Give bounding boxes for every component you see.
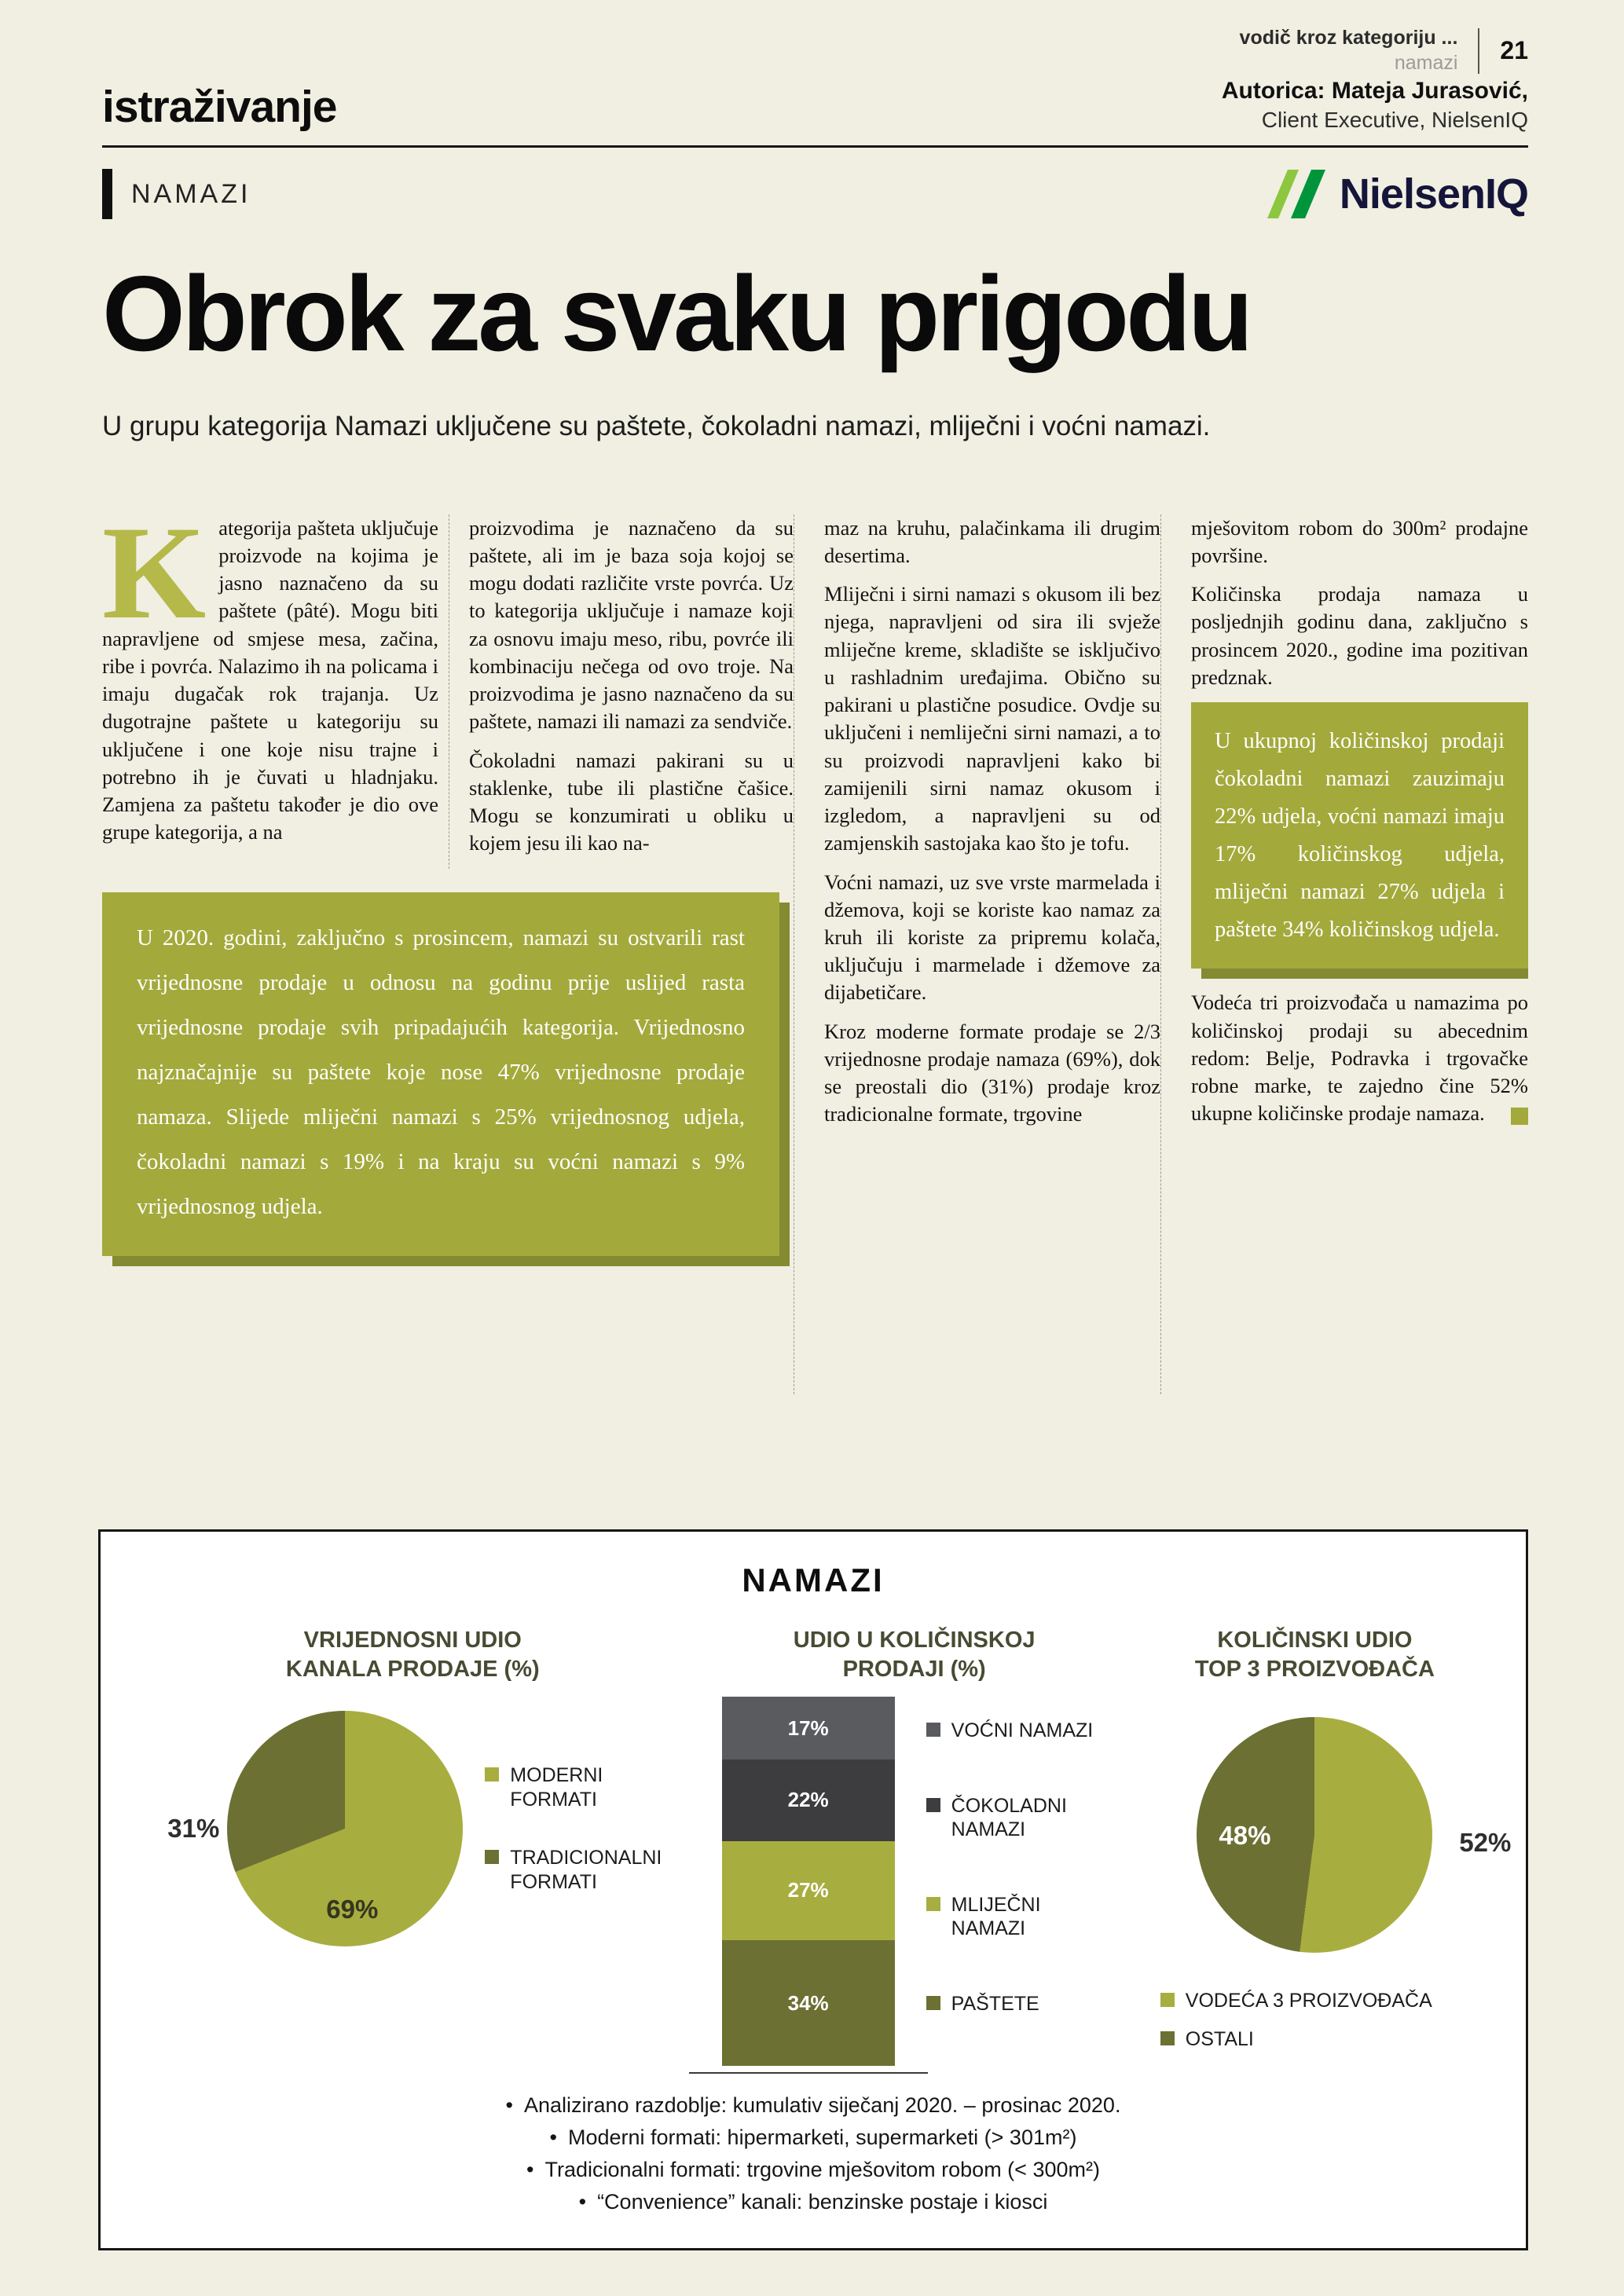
body-paragraph: proizvodima je naznačeno da su paštete, ali im je baza soja kojoj se mogu dodati različite vrste povrća. Uz to kategorija uključuje i namaze koji za osnovu imaju meso, ribu, povrće ili kombinaciju nečega od ovo troje. Na proizvodima je jasno naznačeno da su paštete, namazi ili namazi za sendviče. — [469, 515, 794, 734]
legend-swatch-tradicionalni — [485, 1850, 499, 1864]
kicker-line-2: namazi — [1394, 52, 1458, 74]
bar-segment-mlijecni: 27% — [722, 1841, 895, 1941]
legend-swatch-mlijecni — [926, 1897, 940, 1911]
author-role: Client Executive, NielsenIQ — [1261, 108, 1528, 132]
category-marker-bar — [102, 169, 112, 219]
footnote: • Moderni formati: hipermarketi, supermarketi (> 301m²) — [549, 2126, 1077, 2150]
chart-box-title: NAMAZI — [742, 1562, 885, 1598]
chart-box — [98, 1529, 1528, 2250]
kicker — [1240, 27, 1458, 75]
author-block — [1222, 78, 1528, 133]
chart-title: KOLIČINSKI UDIO TOP 3 PROIZVOĐAČA — [1194, 1628, 1435, 1683]
body-paragraph: mješovitom robom do 300m² prodajne površine. — [1191, 515, 1528, 567]
article-column-3 — [794, 514, 1160, 1394]
chart-title: VRIJEDNOSNI UDIO KANALA PRODAJE (%) — [285, 1628, 540, 1683]
stacked-bar — [722, 1697, 895, 2074]
body-paragraph: Čokoladni namazi pakirani su u staklenke, tube ili plastične čašice. Mogu se konzumirati u obliku u kojem jesu ili kao na- — [469, 748, 794, 855]
chart-footnotes — [129, 2089, 1498, 2218]
pie-label-48: 48% — [1219, 1821, 1271, 1851]
pie-label-52: 52% — [1459, 1828, 1512, 1858]
dropcap: K — [102, 514, 207, 646]
bar-baseline — [689, 2072, 928, 2074]
legend-item: VODEĆA 3 PROIZVOĐAČA — [1160, 1989, 1432, 2013]
pie-label-31: 31% — [167, 1814, 220, 1844]
category-label: NAMAZI — [131, 178, 251, 209]
legend-item: PAŠTETE — [926, 1992, 1107, 2016]
article-left-half — [102, 514, 794, 1394]
chart-value-share-of-channels — [129, 1626, 697, 2063]
legend-swatch-vodeca3 — [1160, 1993, 1175, 2007]
body-paragraph: Voćni namazi, uz sve vrste marmelada i džemova, koji se koriste kao namaz za kruh ili koriste za pripremu kolača, uključuju i marmelade i džemove za dijabetičare. — [824, 870, 1160, 1005]
article-column-1 — [102, 514, 449, 869]
legend-item: OSTALI — [1160, 2027, 1432, 2052]
footnote: • Tradicionalni formati: trgovine mješovitom robom (< 300m²) — [526, 2158, 1100, 2182]
kicker-line-1: vodič kroz kategoriju ... — [1239, 27, 1458, 49]
nielseniq-logo-icon — [1263, 165, 1330, 223]
chart-top3-producers — [1132, 1626, 1512, 2063]
article-column-4 — [1160, 514, 1528, 1394]
kicker-divider — [1478, 28, 1479, 74]
page-number: 21 — [1500, 36, 1528, 64]
legend-swatch-vocni — [926, 1723, 940, 1737]
header-rule — [102, 145, 1528, 148]
legend-channels — [485, 1763, 662, 1894]
legend-swatch-cokoladni — [926, 1798, 940, 1812]
bar-segment-pastete: 34% — [722, 1940, 895, 2066]
nielseniq-logo — [1263, 165, 1528, 223]
bar-segment-vocni: 17% — [722, 1697, 895, 1760]
section-title: istraživanje — [102, 82, 337, 132]
legend-item: VOĆNI NAMAZI — [926, 1719, 1107, 1743]
footnote: • Analizirano razdoblje: kumulativ siječanj 2020. – prosinac 2020. — [505, 2093, 1121, 2117]
legend-producers — [1160, 1989, 1432, 2051]
legend-item: MODERNI FORMATI — [485, 1763, 658, 1811]
chart-title: UDIO U KOLIČINSKOJ PRODAJI (%) — [793, 1628, 1036, 1683]
highlight-box-right: U ukupnoj količinskoj prodaji čokoladni namazi zauzimaju 22% udjela, voćni namazi imaju 17% količinskog udjela, mliječni namazi 27% udjela i paštete 34% količinskog udjela. — [1191, 702, 1528, 969]
body-paragraph: Vodeća tri proizvođača u namazima po količinskoj prodaji su abecednim redom: Belje, Podravka i trgovačke robne marke, te zajedno čine 52% ukupne količinske prodaje namaza. — [1191, 991, 1528, 1126]
bullet: • — [526, 2158, 534, 2182]
body-paragraph: Količinska prodaja namaza u posljednjih godinu dana, zaključno s prosincem 2020., godine ima pozitivan predznak. — [1191, 582, 1528, 689]
footnote: • “Convenience” kanali: benzinske postaje i kiosci — [578, 2190, 1048, 2214]
article-columns-1-2 — [102, 514, 794, 869]
highlight-box-left: U 2020. godini, zaključno s prosincem, namazi su ostvarili rast vrijednosne prodaje u odnosu na godinu prije uslijed rasta vrijednosne prodaje svih pripadajućih kategorija. Vrijednosno najznačajnije su paštete koje nose 47% vrijednosne prodaje namaza. Slijede mliječni namazi s 25% vrijednosnog udjela, čokoladni namazi s 19% i na kraju su voćni namazi s 9% vrijednosnog udjela. — [102, 892, 779, 1257]
legend-item: ČOKOLADNI NAMAZI — [926, 1794, 1107, 1842]
body-paragraph: Mliječni i sirni namazi s okusom ili bez njega, napravljeni od sira ili svježe mliječne kreme, skladište se isključivo u rashladnim uređajima. Obično su pakirani u plastične posudice. Ovdje su uključeni i nemliječni sirni namazi, a to su proizvodi napravljeni kako bi zamijenili sirni namaz okusom i izgledom, a napravljeni su od zamjenskih sastojaka kao što je tofu. — [824, 582, 1160, 855]
body-paragraph: maz na kruhu, palačinkama ili drugim desertima. — [824, 515, 1160, 567]
legend-item: TRADICIONALNI FORMATI — [485, 1846, 658, 1894]
bullet: • — [578, 2190, 587, 2214]
charts-row — [129, 1626, 1512, 2063]
legend-item: MLIJEČNI NAMAZI — [926, 1893, 1107, 1941]
section-row — [102, 78, 1528, 133]
article-body — [102, 514, 1528, 1394]
bar-segment-cokoladni: 22% — [722, 1760, 895, 1840]
author-name: Autorica: Mateja Jurasović, — [1221, 78, 1528, 104]
chart-volume-share — [697, 1626, 1132, 2063]
article-column-2 — [449, 514, 794, 869]
end-of-article-marker — [1511, 1108, 1528, 1125]
legend-swatch-moderni — [485, 1767, 499, 1782]
category-label-block — [102, 169, 251, 219]
bullet: • — [549, 2126, 557, 2150]
page-header-top — [102, 27, 1528, 75]
headline: Obrok za svaku prigodu — [102, 254, 1251, 373]
standfirst: U grupu kategorija Namazi uključene su paštete, čokoladni namazi, mliječni i voćni namazi. — [102, 410, 1211, 441]
legend-swatch-pastete — [926, 1996, 940, 2010]
bullet: • — [505, 2093, 513, 2117]
legend-swatch-ostali — [1160, 2031, 1175, 2045]
body-paragraph: Kroz moderne formate prodaje se 2/3 vrijednosne prodaje namaza (69%), dok se preostali dio (31%) prodaje kroz tradicionalne formate, trgovine — [824, 1019, 1160, 1126]
body-paragraph: Kategorija pašteta uključuje proizvode na kojima je jasno naznačeno da su paštete (pâté). Mogu biti napravljene od smjese mesa, začina, ribe i povrća. Nalazimo ih na policama i imaju dugačak rok trajanja. Uz dugotrajne paštete u kategoriju su uključene i one koje nisu trajne i potrebno ih je čuvati u hladnjaku. Zamjena za paštetu također je dio ove grupe kategorija, a na — [102, 514, 438, 844]
legend-volume — [926, 1697, 1107, 2066]
nielseniq-logo-text: NielsenIQ — [1339, 170, 1528, 218]
pie-label-69: 69% — [326, 1895, 379, 1924]
category-row — [102, 160, 1528, 228]
